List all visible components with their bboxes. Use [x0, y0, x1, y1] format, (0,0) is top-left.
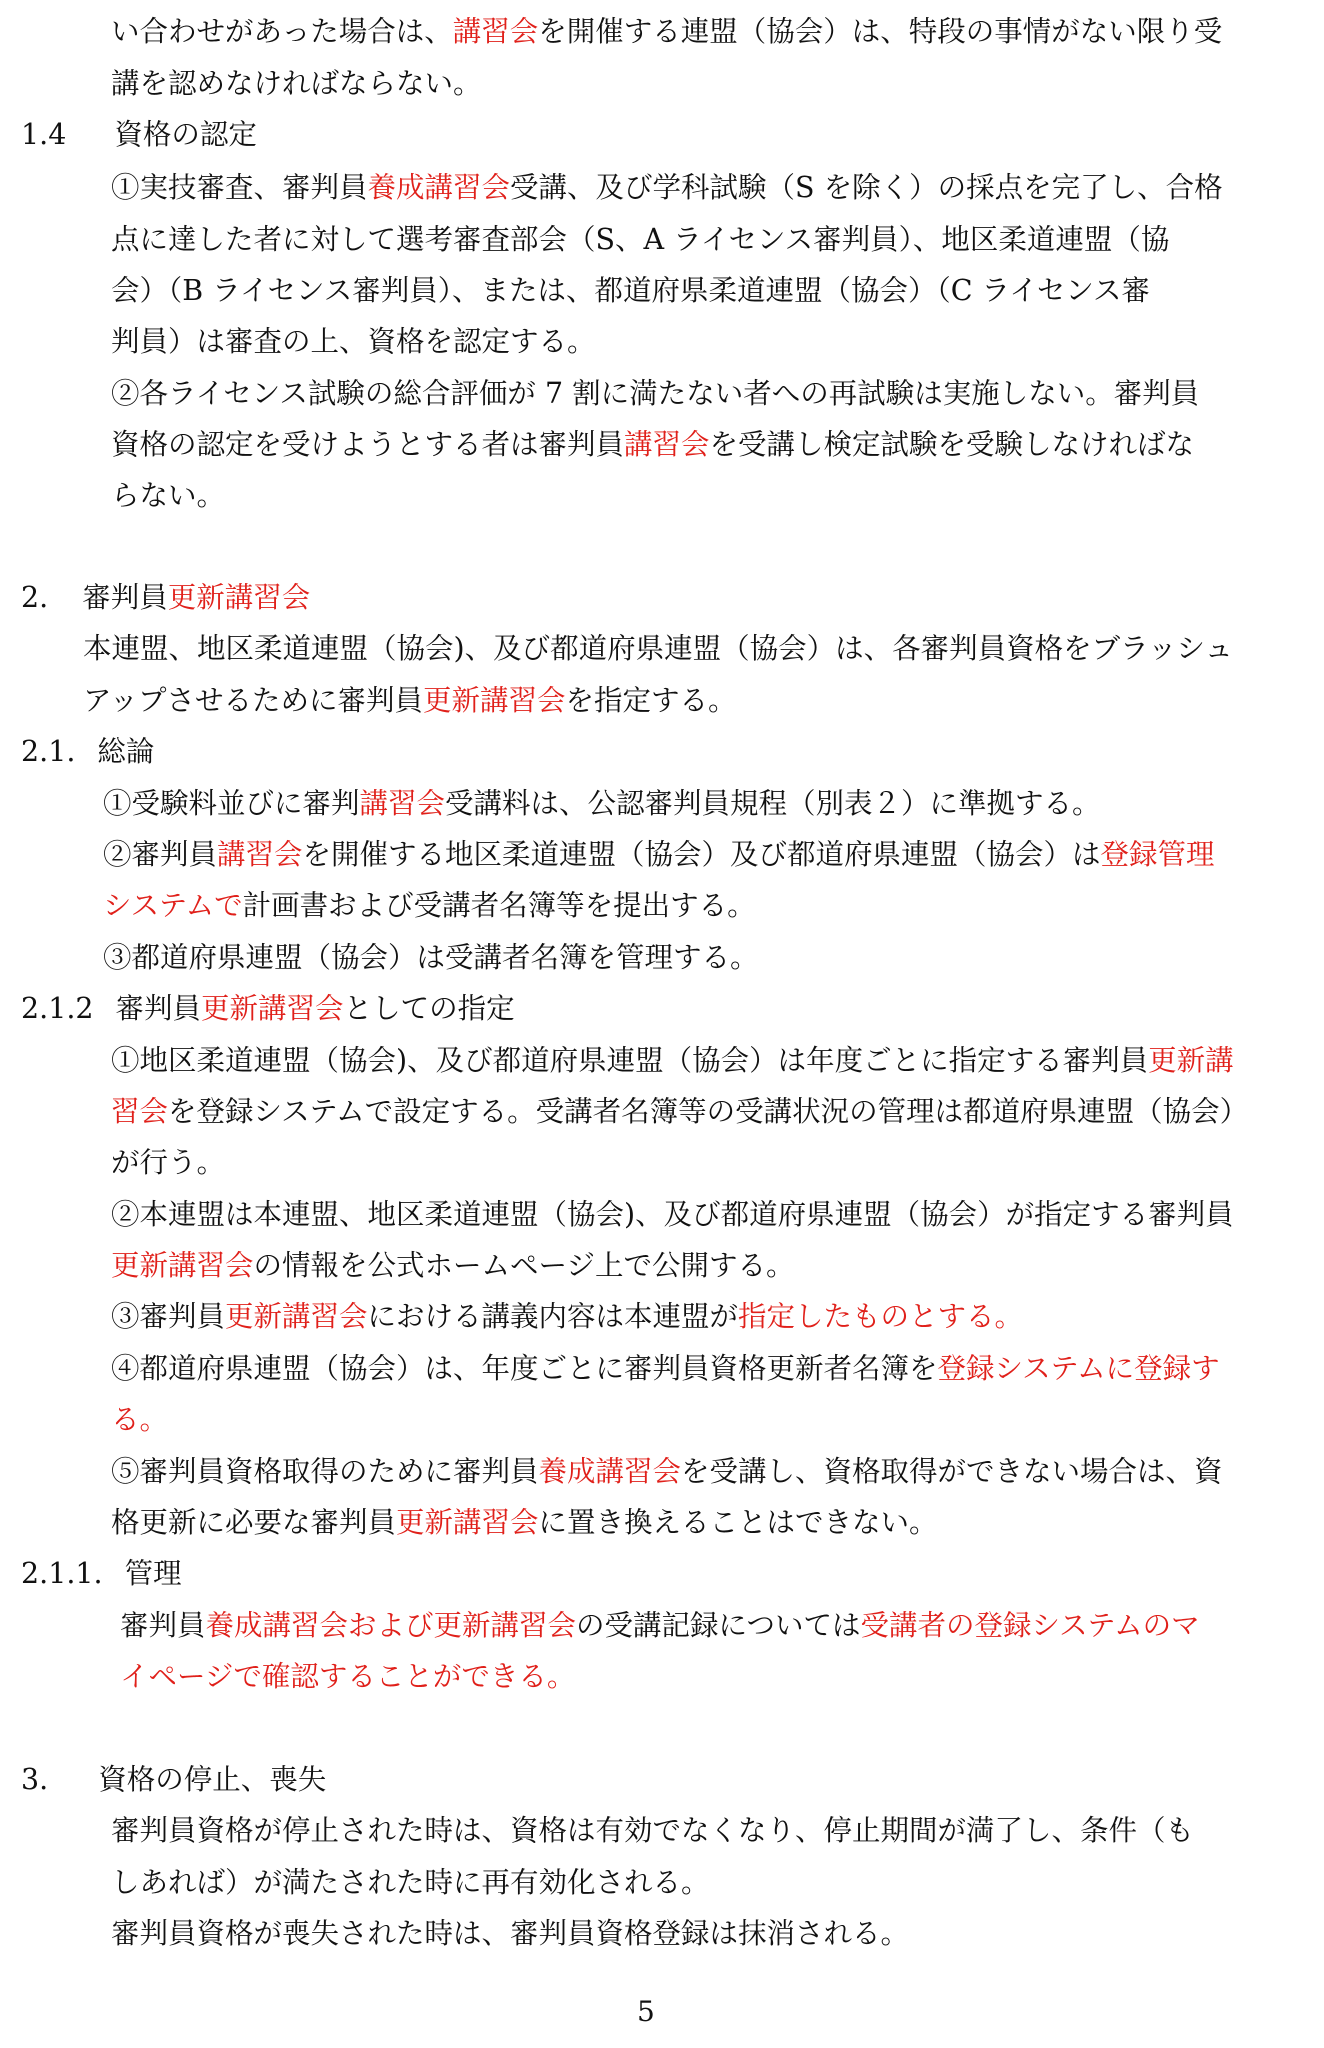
highlight-text: 更新講習会: [423, 684, 566, 717]
body-line: [111, 476, 225, 516]
highlight-text: 更新講習会: [396, 1506, 539, 1539]
text: ⑤審判員資格取得のために審判員: [111, 1455, 539, 1488]
text: 講を認めなければならない。: [111, 67, 482, 100]
section-title: 資格の停止、喪失: [98, 1763, 327, 1796]
section-number: 2.: [21, 581, 49, 614]
body-line: [111, 168, 1223, 208]
body-line: [103, 784, 1101, 824]
body-line: [111, 64, 482, 104]
body-line: [120, 1657, 575, 1697]
text: を登録システムで設定する。受講者名簿等の受講状況の管理は都道府県連盟（協会）: [168, 1095, 1249, 1128]
highlight-text: る。: [111, 1403, 169, 1436]
text: を受講し検定試験を受験しなければな: [709, 428, 1195, 461]
text: い合わせがあった場合は、: [111, 15, 453, 48]
text: 本連盟、地区柔道連盟（協会)、及び都道府県連盟（協会）は、各審判員資格をブラッシュ: [83, 632, 1233, 665]
text: を受講し、資格取得ができない場合は、資: [681, 1455, 1223, 1488]
text: ①受験料並びに審判: [103, 787, 360, 820]
text: 点に達した者に対して選考審査部会（S、A ライセンス審判員）、地区柔道連盟（協: [111, 223, 1170, 256]
body-line: [111, 1041, 1234, 1081]
section-number: 3.: [21, 1763, 49, 1796]
text: アップさせるために審判員: [83, 684, 424, 717]
body-line: [111, 1143, 225, 1183]
body-line: [111, 322, 596, 362]
highlight-text: イページで確認することができる。: [120, 1660, 576, 1693]
text: を指定する。: [565, 684, 737, 717]
body-line: [111, 374, 1199, 414]
section-title: 資格の認定: [114, 118, 257, 151]
highlight-text: 養成講習会および更新講習会: [205, 1609, 577, 1642]
highlight-text: 受講者の登録システムのマ: [860, 1609, 1200, 1642]
body-line: [111, 1503, 938, 1543]
text: の情報を公式ホームページ上で公開する。: [253, 1249, 795, 1282]
text: に置き換えることはできない。: [538, 1506, 938, 1539]
text: 格更新に必要な審判員: [111, 1506, 397, 1539]
text: ②各ライセンス試験の総合評価が 7 割に満たない者への再試験は実施しない。審判員: [111, 377, 1200, 410]
body-line: [111, 1246, 794, 1286]
text: 審判員資格が喪失された時は、審判員資格登録は抹消される。: [111, 1917, 910, 1950]
section-number: 2.1.1.: [21, 1557, 103, 1590]
text: 審判員: [120, 1609, 206, 1642]
section-heading-2-1-1: [21, 1554, 182, 1594]
body-line: [111, 220, 1169, 260]
text: ①実技審査、審判員: [111, 171, 368, 204]
text: 審判員資格が停止された時は、資格は有効でなくなり、停止期間が満了し、条件（も: [111, 1814, 1195, 1847]
highlight-text: 更新講習会: [201, 992, 344, 1025]
section-title: 審判員: [82, 581, 168, 614]
section-title: 総論: [97, 735, 155, 768]
highlight-text: 更新講習会: [225, 1300, 368, 1333]
page-number: 5: [637, 1995, 655, 2028]
highlight-text: システムで: [103, 889, 243, 922]
highlight-text: 講習会: [452, 15, 539, 48]
highlight-text: 指定したものとする。: [738, 1300, 1024, 1333]
highlight-text: 更新講習会: [167, 581, 311, 614]
body-line: [111, 1863, 710, 1903]
body-line: [83, 629, 1233, 669]
highlight-text: 養成講習会: [538, 1455, 682, 1488]
highlight-text: 登録システムに登録す: [937, 1352, 1220, 1385]
highlight-text: 習会: [111, 1095, 169, 1128]
body-line: [103, 886, 756, 926]
text: しあれば）が満たされた時に再有効化される。: [111, 1866, 710, 1899]
body-line: [111, 425, 1194, 465]
body-line: [111, 1914, 909, 1954]
text: ①地区柔道連盟（協会)、及び都道府県連盟（協会）は年度ごとに指定する審判員: [111, 1044, 1149, 1077]
body-line: [111, 12, 1222, 52]
text: 受講料は、公認審判員規程（別表２）に準拠する。: [445, 787, 1101, 820]
highlight-text: 講習会: [359, 787, 446, 820]
body-line: [111, 1400, 168, 1440]
section-heading-2-1-2: [21, 989, 515, 1029]
text: を開催する地区柔道連盟（協会）及び都道府県連盟（協会）は: [302, 838, 1101, 871]
section-number: 2.1.2: [21, 992, 94, 1025]
section-title: としての指定: [343, 992, 515, 1025]
text: 会）（B ライセンス審判員）、または、都道府県柔道連盟（協会）（C ライセンス審: [111, 274, 1150, 307]
section-heading-2-1: [21, 732, 154, 772]
body-line: [111, 1811, 1194, 1851]
text: ③審判員: [111, 1300, 226, 1333]
text: 受講、及び学科試験（S を除く）の採点を完了し、合格: [510, 171, 1223, 204]
highlight-text: 講習会: [217, 838, 303, 871]
text: が行う。: [111, 1146, 226, 1179]
text: を開催する連盟（協会）は、特段の事情がない限り受: [538, 15, 1223, 48]
text: 判員）は審査の上、資格を認定する。: [111, 325, 596, 358]
body-line: [103, 835, 1215, 875]
body-line: [111, 1297, 1023, 1337]
text: の受講記録については: [576, 1609, 861, 1642]
text: 資格の認定を受けようとする者は審判員: [111, 428, 625, 461]
highlight-text: 更新講: [1148, 1044, 1234, 1077]
text: における講義内容は本連盟が: [367, 1300, 739, 1333]
text: ②審判員: [103, 838, 218, 871]
section-number: 1.4: [21, 118, 67, 151]
text: ④都道府県連盟（協会）は、年度ごとに審判員資格更新者名簿を: [111, 1352, 938, 1385]
body-line: [111, 1452, 1223, 1492]
text: ③都道府県連盟（協会）は受講者名簿を管理する。: [103, 941, 759, 974]
highlight-text: 登録管理: [1100, 838, 1215, 871]
text: らない。: [111, 479, 226, 512]
body-line: [83, 681, 737, 721]
section-heading-1-4: [21, 115, 257, 155]
section-number: 2.1.: [21, 735, 76, 768]
body-line: [111, 271, 1150, 311]
body-line: [111, 1349, 1220, 1389]
body-line: [120, 1606, 1200, 1646]
section-heading-2: [21, 578, 310, 618]
highlight-text: 更新講習会: [111, 1249, 254, 1282]
section-heading-3: [21, 1760, 326, 1800]
text: 計画書および受講者名簿等を提出する。: [242, 889, 756, 922]
highlight-text: 養成講習会: [367, 171, 511, 204]
body-line: [111, 1195, 1234, 1235]
body-line: [111, 1092, 1248, 1132]
section-title: 審判員: [115, 992, 202, 1025]
text: ②本連盟は本連盟、地区柔道連盟（協会)、及び都道府県連盟（協会）が指定する審判員: [111, 1198, 1234, 1231]
section-title: 管理: [124, 1557, 182, 1590]
highlight-text: 講習会: [624, 428, 710, 461]
body-line: [103, 938, 759, 978]
